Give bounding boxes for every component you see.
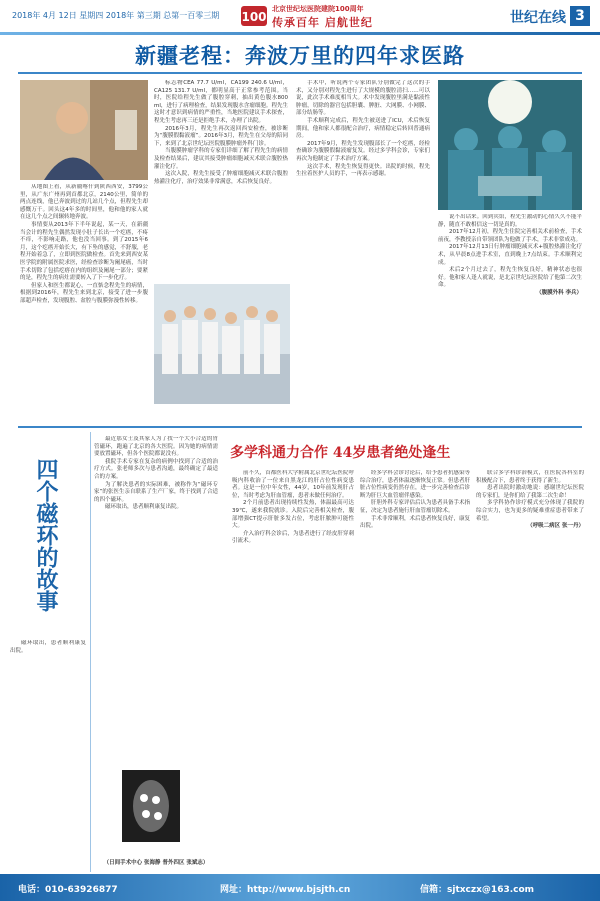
- hospital-logo-icon: [240, 3, 268, 29]
- column-divider: [90, 432, 91, 872]
- patient-photo: [20, 80, 148, 180]
- paragraph: 多学科协作诊疗模式充分体现了我院的综合实力，也为更多的疑难重症患者带来了希望。: [476, 500, 584, 522]
- issue-date: 2018年 4月 12日 星期四 2018年 第三期 总第一百零三期: [12, 11, 220, 20]
- paragraph: 手术顺利完成后，程先生被送进了ICU，术后恢复期间，他和家人都很配合治疗，病情稳定后转回普通病房。: [296, 117, 430, 140]
- paragraph: 说不出话来。回到宾馆，程先生激动的心情久久不能平静，随直不敢相信这一切是真的。: [438, 214, 582, 228]
- article2-column-3: [476, 470, 584, 866]
- paragraph: 磁环取出，患者顺利康复出院。: [10, 640, 86, 654]
- paragraph: 经多学科会诊讨论后，给予患者抗感染等综合治疗，患者体温逐渐恢复正常。但患者肝脏占位性病变仍然存在，进一步完善检查后诊断为肝巨大血管瘤伴感染。: [360, 470, 470, 499]
- paragraph: 2016年3月，程先生再次返回西安检查，被诊断为“腹膜假黏液瘤”。2016年3月，程先生在父母的陪同下，来到了北京世纪坛医院腹膜肿瘤外科门诊。: [154, 125, 288, 147]
- paragraph: 这次入院，程先生接受了肿瘤细胞减灭术联合腹腔热灌注化疗，治疗效果非常满意，术后恢复良好。: [154, 171, 288, 185]
- footer-email[interactable]: 信箱：sjtxczx@163.com: [420, 885, 535, 895]
- centennial-brand: 北京世纪坛医院建院100周年: [272, 5, 364, 13]
- paragraph: 前不久，首都医科大学附属北京世纪坛医院呼吸内科收治了一位来自黑龙江的肝占位性病变患者。这是一位中年女性，44岁，10年前发现肝占位，当时考虑为肝血管瘤，患者未做任何治疗。: [232, 470, 354, 499]
- doctors-team-photo: [154, 284, 290, 404]
- paragraph: 2017年9月，程先生发现腹部长了一个疙瘩，经检查确诊为腹膜假黏液瘤复发。经过多学科会诊，专家们再次为他制定了手术治疗方案。: [296, 140, 430, 162]
- sidebar-byline: （日间手术中心 张海静 普外四区 张斌志）: [103, 860, 209, 866]
- paragraph: 2017年12月初，程先生住院完善相关术前检查，手术前夜，李教授亲自带领团队为他做了手术，手术非常成功。: [438, 229, 582, 243]
- section-rule: [18, 426, 582, 428]
- footer-bar: [0, 874, 600, 901]
- article1-column-1: [20, 184, 148, 420]
- paragraph: 手术非常顺利，术后患者恢复良好，康复出院。: [360, 515, 470, 530]
- article2-byline: （呼吸二病区 张一丹）: [527, 523, 584, 530]
- centennial-slogan: 传承百年 启航世纪: [272, 16, 373, 29]
- paragraph: 手术中，听说两个专家团队分别做完了这次的手术，又分别对程先生进行了大规模的腹腔清扫……可以说，此次手术难度相当大。术中发现腹腔里满是黏液性肿瘤，切除的器官包括胆囊、脾脏、大网膜、小网膜、部分结肠等。: [296, 80, 430, 117]
- xray-photo: [122, 770, 180, 842]
- paragraph: 术后2个月过去了，程先生恢复良好，精神状态也很好。他和家人逢人就说，是北京世纪坛医院给了他第二次生命。: [438, 267, 582, 289]
- masthead-rule: [0, 32, 600, 35]
- article1-column-4: [438, 214, 582, 420]
- article1-title: 新疆老程：奔波万里的四年求医路: [135, 43, 465, 68]
- article2-column-2: [360, 470, 470, 866]
- paragraph: 最近那女士及其家人为了找一个大小合适的胃管磁环，跑遍了北京的各大医院。因为她的病情需要放置磁环，但各个医院都说没有。: [94, 436, 218, 458]
- article1-column-2: [154, 80, 288, 280]
- surgery-photo: [438, 80, 582, 210]
- article2-column-1: [232, 470, 354, 866]
- article2-title: 多学科通力合作 44岁患者绝处逢生: [230, 445, 451, 461]
- section-title: 世纪在线: [510, 10, 566, 26]
- paragraph: 2017年12月13日行肿瘤细胞减灭术+腹腔热灌注化疗术，从早晨8点进手术室，直到晚上7点结束。手术顺利完成。: [438, 244, 582, 266]
- sidebar-intro: [10, 640, 86, 760]
- paragraph: 我院手术专家在复杂的病例中找到了合适的治疗方式。张老师多次与患者沟通，最终确定了最适合的方案。: [94, 458, 218, 480]
- paragraph: 磁环取出，患者顺利康复出院。: [105, 504, 183, 511]
- paragraph: 介入治疗科会诊后，为患者进行了经皮肝穿刺引流术。: [232, 530, 354, 545]
- paragraph: 但家人和医生都说心，一直惦念程先生的病情，根据到2016年，程先生来到北京，接受了进一步腹部超声检查，发现腹腔、盆腔与腹膜弥漫性转移。: [20, 282, 148, 304]
- paragraph: 联合多学科诊治模式，在医院各科室的积极配合下，患者终于获得了新生。: [476, 470, 584, 484]
- paragraph: 患者出院时激动地说：感谢世纪坛医院的专家们，是你们给了我第二次生命！: [476, 485, 584, 499]
- footer-website[interactable]: 网址：http://www.bjsjth.cn: [220, 885, 351, 895]
- paragraph: 从地图上看，从新疆喀什到陕西西安，3799公里，从广东广州再到首都北京，2140公里，简单的两点连线，他已奔波到过的几站几个点，但程先生却感慨万千。回头这4年多的时间里，他和他的家人就在这几个点之间辗转地奔波。: [20, 184, 148, 221]
- paragraph: 事情要从2013年下半年说起，某一天，在新疆当会计的程先生偶然发现小肚子长出一个疙瘩，不疼不痒，不影响走路，他也没当回事。到了2015年6月，这个疙瘩开始长大，有下坠的感觉，不舒服，老程开始着急了，立即到医院做检查。首先来到西安某医学院的附属医院求医，经检查诊断为阑尾癌，当时手术切除了包括疙瘩在内的组织及阑尾一部分；要紧的是，程先生的病灶需要转入了下一步化疗。: [20, 221, 148, 282]
- paragraph: 为了解决患者的实际困难，被称作为“磁环专家”的张医生亲自联系了生产厂家，终于找到了合适的四个磁环。: [94, 481, 218, 503]
- paragraph: 标志物CEA 77.7 U/ml，CA199 240.6 U/ml，CA125 131.7 U/ml，都明显高于正常参考范围。当时，医院给程先生做了腹腔穿刺，抽出黄色腹水800 ml，进行了病理检查，结果发现腹水含瘤细胞。程先生这时才意识到病情的严重性，当地医院建议手术探查，程先生考虑再三还是拒绝手术，办理了出院。: [154, 80, 288, 124]
- footer-phone: 电话：010-63926877: [18, 885, 118, 895]
- article1-byline: （腹膜外科 李兵）: [536, 289, 582, 296]
- title-rule: [18, 72, 582, 74]
- paragraph: 肝胆外科专家评估后认为患者具备手术指征，决定为患者施行肝血管瘤切除术。: [360, 500, 470, 514]
- sidebar-title-text: 四个磁环的故事: [33, 458, 59, 612]
- svg-text:100: 100: [241, 10, 267, 24]
- sidebar-title: [10, 435, 82, 635]
- sidebar-column: [94, 436, 218, 766]
- paragraph: 2个月前患者出现持续性发热，体温最高可达39℃，遂来我院就诊。入院后完善相关检查，腹部增强CT提示肝脏多发占位，考虑肝脓肿可能性大。: [232, 500, 354, 530]
- masthead: [0, 0, 600, 34]
- paragraph: 当腹膜肿瘤学科的专家们详细了解了程先生的病情及检查结果后，建议其接受肿瘤细胞减灭术联合腹腔热灌注化疗。: [154, 148, 288, 170]
- article1-column-3: [296, 80, 430, 420]
- page-number: 3: [570, 6, 590, 26]
- paragraph: 这次手术，程先生恢复得更快。出院的时候，程先生拉着医护人员的手，一再表示感谢。: [296, 163, 430, 178]
